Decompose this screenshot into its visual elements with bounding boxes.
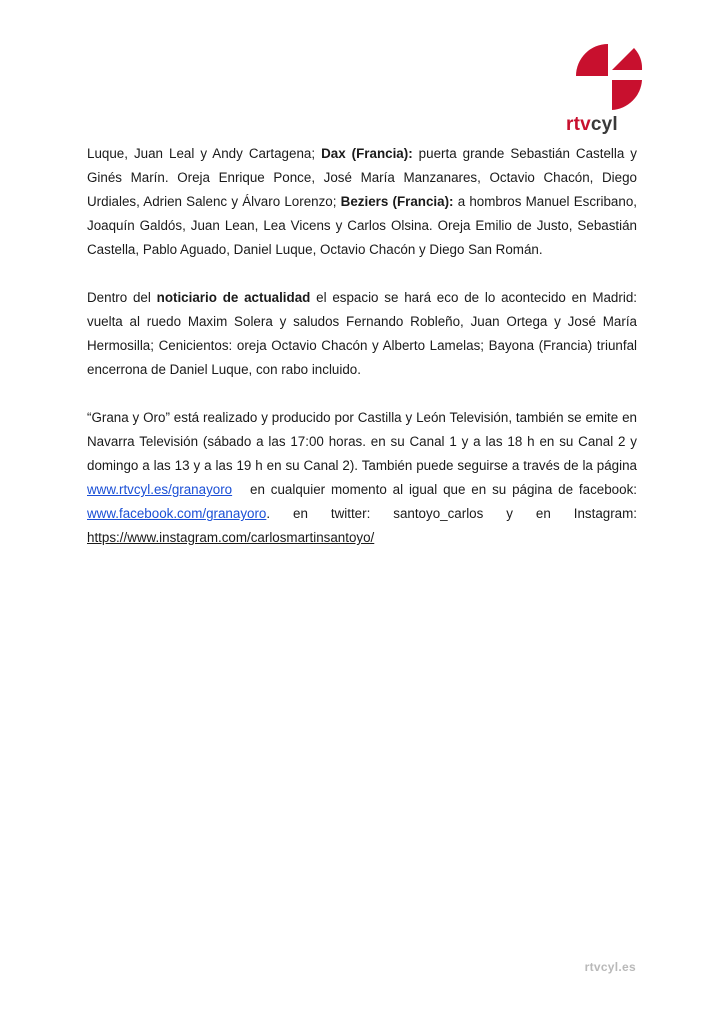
- footer-site: rtvcyl.es: [584, 960, 636, 974]
- document-body: [87, 142, 637, 550]
- paragraph-text: el espacio se hará eco de lo acontecido en Madrid: vuelta al ruedo Maxim Solera y saludos Fernando Robleño, Juan Ortega y José María Hermosilla; Cenicientos: oreja Octavio Chacón y Alberto Lamelas; Bayona (Francia) triunfal encerrona de Daniel Luque, con rabo incluido.: [87, 290, 637, 377]
- instagram-link[interactable]: https://www.instagram.com/carlosmartinsantoyo/: [87, 530, 375, 545]
- paragraph-text: “Grana y Oro” está realizado y producido por Castilla y León Televisión, también se emite en Navarra Televisión (sábado a las 17:00 horas. en su Canal 1 y a las 18 h en su Canal 2 y domingo a las 13 y a las 19 h en su Canal 2). También puede seguirse a través de la página: [87, 410, 637, 473]
- bold-news-label: noticiario de actualidad: [156, 290, 311, 305]
- paragraph-text: Luque, Juan Leal y Andy Cartagena;: [87, 146, 322, 161]
- paragraph-text: . en twitter: santoyo_carlos y en Instagram:: [266, 506, 637, 521]
- paragraph-results: [87, 142, 637, 262]
- paragraph-text: puerta grande Sebastián Castella y Ginés Marín. Oreja Enrique Ponce, José María Manzanares, Octavio Chacón, Diego Urdiales, Adrien Salenc y Álvaro Lorenzo;: [87, 146, 637, 209]
- bold-location: Dax (Francia):: [321, 146, 413, 161]
- rtvcyl-granayoro-link[interactable]: www.rtvcyl.es/granayoro: [87, 482, 233, 497]
- logo-wordmark: [566, 114, 650, 136]
- paragraph-broadcast: [87, 406, 637, 550]
- paragraph-text: a hombros Manuel Escribano, Joaquín Galdós, Juan Lean, Lea Vicens y Carlos Olsina. Oreja Emilio de Justo, Sebastián Castella, Pablo Aguado, Daniel Luque, Octavio Chacón y Diego San Román.: [87, 194, 637, 257]
- logo-wordmark-rtv: rtv: [566, 114, 591, 135]
- paragraph-text: en cualquier momento al igual que en su página de facebook:: [244, 482, 637, 497]
- paragraph-news: [87, 286, 637, 382]
- logo-mark-icon: [572, 40, 644, 112]
- bold-location: Beziers (Francia):: [340, 194, 454, 209]
- facebook-link[interactable]: www.facebook.com/granayoro: [87, 506, 267, 521]
- logo-wordmark-cyl: cyl: [590, 114, 618, 135]
- rtvcyl-logo: [566, 40, 650, 136]
- paragraph-text: Dentro del: [87, 290, 157, 305]
